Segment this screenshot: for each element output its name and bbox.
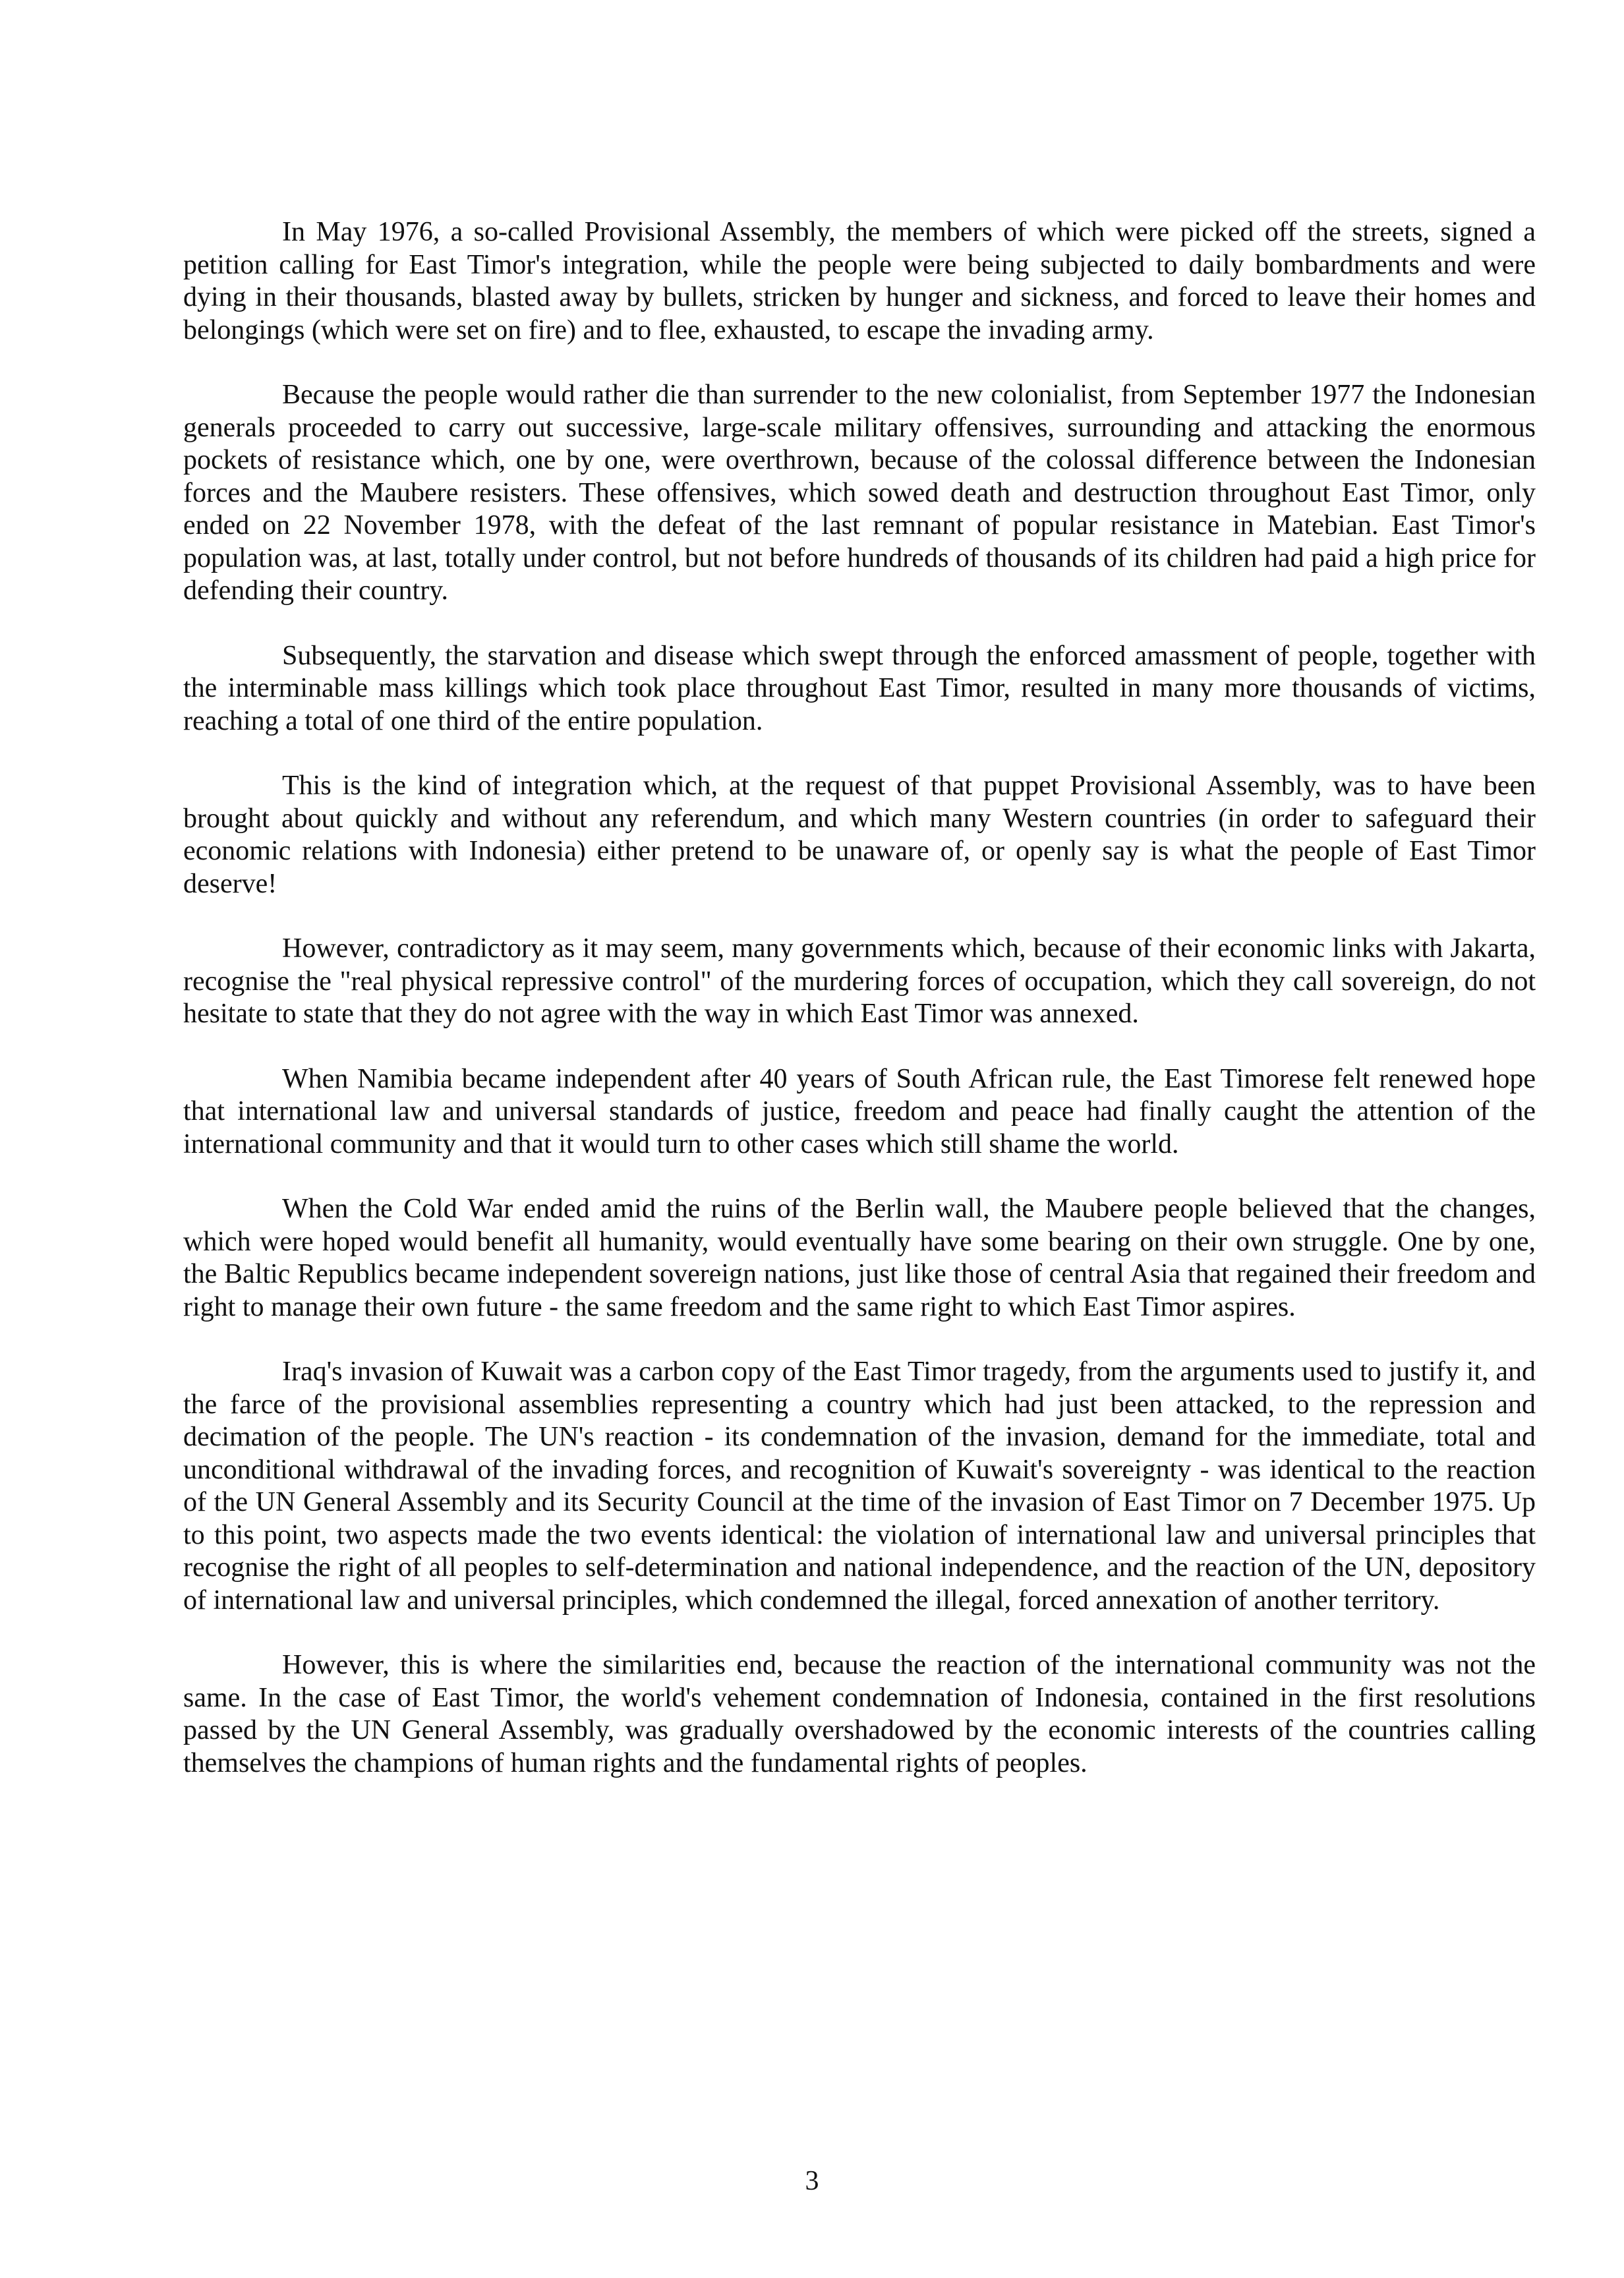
paragraph-namibia: When Namibia became independent after 40 years of South African rule, the East Timorese felt renewed hope that international law and universal standards of justice, freedom and peace had finally caught the attention of the international community and that it would turn to other cases which still shame the world. (183, 1063, 1536, 1159)
paragraph-governments-contradiction: However, contradictory as it may seem, many governments which, because of their economic links with Jakarta, recognise the "real physical repressive control" of the murdering forces of occupation, which they call sovereign, do not hesitate to state that they do not agree with the way in which East Timor was annexed. (183, 933, 1536, 1029)
paragraph-military-offensives: Because the people would rather die than surrender to the new colonialist, from September 1977 the Indonesian generals proceeded to carry out successive, large-scale military offensives, surrounding and attacking the enormous pockets of resistance which, one by one, were overthrown, because of the colossal difference between the Indonesian forces and the Maubere resisters. These offensives, which sowed death and destruction throughout East Timor, only ended on 22 November 1978, with the defeat of the last remnant of popular resistance in Matebian. East Timor's population was, at last, totally under control, but not before hundreds of thousands of its children had paid a high price for defending their country. (183, 380, 1536, 606)
paragraph-similarities-end: However, this is where the similarities end, because the reaction of the international community was not the same. In the case of East Timor, the world's vehement condemnation of Indonesia, contained in the first resolutions passed by the UN General Assembly, was gradually overshadowed by the economic interests of the countries calling themselves the champions of human rights and the fundamental rights of peoples. (183, 1650, 1536, 1778)
paragraph-starvation-disease: Subsequently, the starvation and disease which swept through the enforced amassment of people, together with the interminable mass killings which took place throughout East Timor, resulted in many more thousands of victims, reaching a total of one third of the entire population. (183, 640, 1536, 736)
paragraph-cold-war: When the Cold War ended amid the ruins of the Berlin wall, the Maubere people believed that the changes, which were hoped would benefit all humanity, would eventually have some bearing on their own struggle. One by one, the Baltic Republics became independent sovereign nations, just like those of central Asia that regained their freedom and right to manage their own future - the same freedom and the same right to which East Timor aspires. (183, 1194, 1536, 1322)
paragraph-iraq-kuwait: Iraq's invasion of Kuwait was a carbon copy of the East Timor tragedy, from the arguments used to justify it, and the farce of the provisional assemblies representing a country which had just been attacked, to the repression and decimation of the people. The UN's reaction - its condemnation of the invasion, demand for the immediate, total and unconditional withdrawal of the invading forces, and recognition of Kuwait's sovereignty - was identical to the reaction of the UN General Assembly and its Security Council at the time of the invasion of East Timor on 7 December 1975. Up to this point, two aspects made the two events identical: the violation of international law and universal principles that recognise the right of all peoples to self-determination and national independence, and the reaction of the UN, depository of international law and universal principles, which condemned the illegal, forced annexation of another territory. (183, 1357, 1536, 1616)
page-number: 3 (805, 2166, 819, 2196)
paragraph-kind-of-integration: This is the kind of integration which, at the request of that puppet Provisional Assembly, was to have been brought about quickly and without any referendum, and which many Western countries (in order to safeguard their economic relations with Indonesia) either pretend to be unaware of, or openly say is what the people of East Timor deserve! (183, 771, 1536, 899)
paragraph-assembly-petition: In May 1976, a so-called Provisional Assembly, the members of which were picked off the streets, signed a petition calling for East Timor's integration, while the people were being subjected to daily bombardments and were dying in their thousands, blasted away by bullets, stricken by hunger and sickness, and forced to leave their homes and belongings (which were set on fire) and to flee, exhausted, to escape the invading army. (183, 217, 1536, 345)
document-body (183, 216, 1536, 1812)
